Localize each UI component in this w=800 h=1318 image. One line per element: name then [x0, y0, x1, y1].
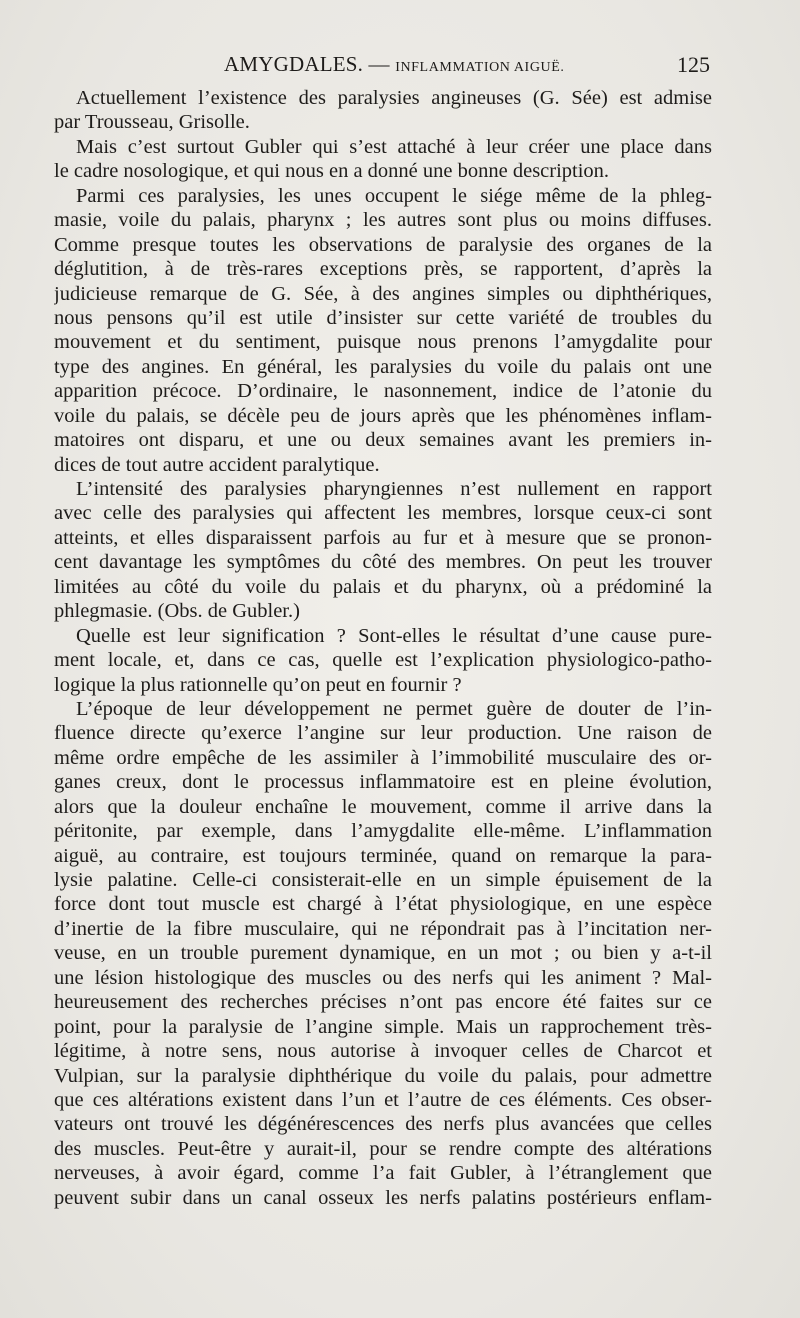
text-line: Actuellement l’existence des paralysies angineuses (G. Sée) est admise — [76, 87, 712, 109]
text-line: Parmi ces paralysies, les unes occupent le siége même de la phleg- — [76, 184, 712, 207]
text-line: matoires ont disparu, et une ou deux semaines avant les premiers in- — [54, 429, 712, 452]
text-line: mouvement et du sentiment, puisque nous prenons l’amygdalite pour — [54, 331, 712, 354]
text-line: aiguë, au contraire, est toujours terminée, quand on remarque la para- — [54, 844, 712, 867]
text-line: cent davantage les symptômes du côté des membres. On peut les trouver — [54, 551, 712, 574]
text-line: logique la plus rationnelle qu’on peut en fournir ? — [54, 673, 462, 696]
text-line: type des angines. En général, les paralysies du voile du palais ont une — [54, 355, 712, 378]
text-line: alors que la douleur enchaîne le mouvement, comme il arrive dans la — [54, 795, 712, 818]
page-number: 125 — [677, 52, 710, 77]
running-head-title: AMYGDALES. — [224, 52, 364, 76]
text-line: masie, voile du palais, pharynx ; les autres sont plus ou moins diffuses. — [54, 209, 712, 232]
text-line: déglutition, à de très-rares exceptions près, se rapportent, d’après la — [54, 258, 712, 281]
page-header — [0, 52, 800, 86]
text-line: apparition précoce. D’ordinaire, le nasonnement, indice de l’atonie du — [54, 380, 712, 403]
text-line: ganes creux, dont le processus inflammatoire est en pleine évolution, — [54, 771, 712, 794]
text-line: heureusement des recherches précises n’ont pas encore été faites sur ce — [54, 991, 712, 1014]
text-line: d’inertie de la fibre musculaire, qui ne répondrait pas à l’incitation ner- — [54, 917, 712, 940]
text-line: dices de tout autre accident paralytique. — [54, 453, 380, 476]
text-line: limitées au côté du voile du palais et du pharynx, où a prédominé la — [54, 575, 712, 598]
text-line: judicieuse remarque de G. Sée, à des angines simples ou diphthériques, — [54, 282, 712, 305]
text-line: voile du palais, se décèle peu de jours après que les phénomènes inflam- — [54, 404, 712, 427]
text-line: des muscles. Peut-être y aurait-il, pour se rendre compte des altérations — [54, 1137, 712, 1160]
text-line: force dont tout muscle est chargé à l’état physiologique, en une espèce — [54, 893, 712, 916]
text-line: vateurs ont trouvé les dégénérescences des nerfs plus avancées que celles — [54, 1113, 712, 1136]
text-line: légitime, à notre sens, nous autorise à invoquer celles de Charcot et — [54, 1040, 712, 1063]
text-line: Comme presque toutes les observations de paralysie des organes de la — [54, 233, 712, 256]
text-line: péritonite, par exemple, dans l’amygdalite elle-même. L’inflammation — [54, 820, 712, 843]
text-line: le cadre nosologique, et qui nous en a donné une bonne description. — [54, 160, 610, 183]
running-head — [224, 52, 565, 77]
text-line: L’époque de leur développement ne permet guère de douter de l’in- — [76, 697, 712, 720]
text-line: L’intensité des paralysies pharyngiennes n’est nullement en rapport — [76, 478, 712, 500]
text-line: phlegmasie. (Obs. de Gubler.) — [54, 600, 300, 623]
text-line: Mais c’est surtout Gubler qui s’est attaché à leur créer une place dans — [76, 135, 712, 158]
text-line: lysie palatine. Celle-ci consisterait-elle en un simple épuisement de la — [54, 869, 712, 891]
text-line: avec celle des paralysies qui affectent les membres, lorsque ceux-ci sont — [54, 502, 712, 525]
text-line: point, pour la paralysie de l’angine simple. Mais un rapprochement très- — [54, 1015, 712, 1038]
text-line: par Trousseau, Grisolle. — [54, 111, 250, 134]
running-head-subtitle: INFLAMMATION AIGUË. — [395, 60, 565, 75]
text-line: ment locale, et, dans ce cas, quelle est l’explication physiologico-patho- — [54, 649, 712, 672]
text-line: nous pensons qu’il est utile d’insister sur cette variété de troubles du — [54, 306, 712, 329]
text-line: fluence directe qu’exerce l’angine sur leur production. Une raison de — [54, 722, 712, 745]
text-line: Vulpian, sur la paralysie diphthérique du voile du palais, pour admettre — [54, 1064, 712, 1087]
text-line: une lésion histologique des muscles ou des nerfs qui les animent ? Mal- — [54, 966, 712, 989]
body-text — [54, 86, 712, 1210]
text-line: atteints, et elles disparaissent parfois au fur et à mesure que se pronon- — [54, 526, 712, 549]
text-line: peuvent subir dans un canal osseux les nerfs palatins postérieurs enflam- — [54, 1186, 712, 1209]
text-line: Quelle est leur signification ? Sont-elles le résultat d’une cause pure- — [76, 624, 712, 647]
running-head-dash: — — [368, 52, 390, 76]
text-line: nerveuses, à avoir égard, comme l’a fait Gubler, à l’étranglement que — [54, 1162, 712, 1185]
text-line: veuse, en un trouble purement dynamique, en un mot ; ou bien y a-t-il — [54, 942, 712, 965]
text-line: que ces altérations existent dans l’un et l’autre de ces éléments. Ces obser- — [54, 1088, 712, 1111]
text-line: même ordre empêche de les assimiler à l’immobilité musculaire des or- — [54, 746, 712, 769]
